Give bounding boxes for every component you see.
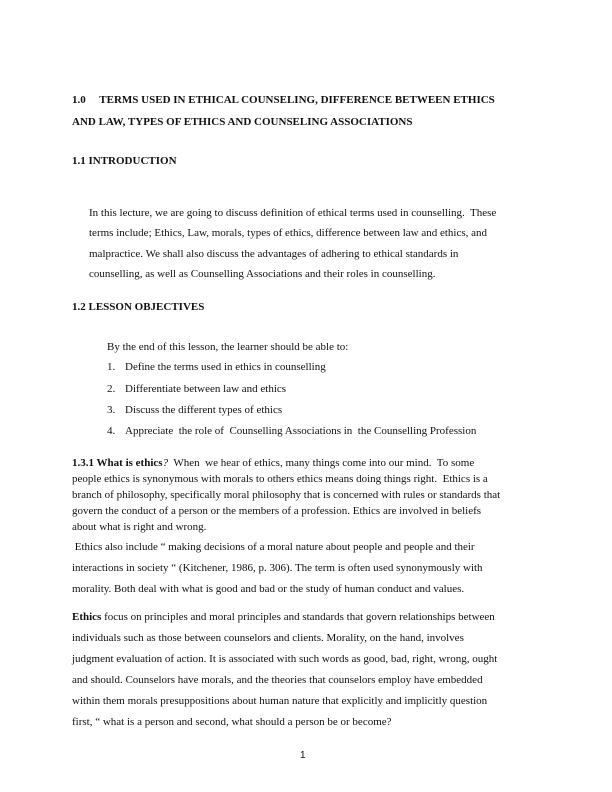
intro-line: terms include; Ethics, Law, morals, types of ethics, difference between law and ethics, and <box>89 227 488 239</box>
list-number: 1. <box>107 361 116 373</box>
ethics-question-mark: ? <box>162 457 169 469</box>
intro-line: counselling, as well as Counselling Associations and their roles in counselling. <box>89 268 436 280</box>
intro-line: malpractice. We shall also discuss the advantages of adhering to ethical standards in <box>89 248 459 260</box>
ethics-heading: 1.3.1 What is ethics <box>72 457 163 469</box>
list-number: 3. <box>107 404 116 416</box>
intro-line: In this lecture, we are going to discuss definition of ethical terms used in counselling. These <box>89 207 497 219</box>
para2-line: Ethics also include “ making decisions of a moral nature about people and people and their <box>72 541 475 553</box>
list-item: Differentiate between law and ethics <box>125 383 287 395</box>
ethics-line: branch of philosophy, specifically moral philosophy that is concerned with rules or standards that <box>72 489 501 501</box>
ethics-first-line-text: When we hear of ethics, many things come into our mind. To some <box>168 457 475 469</box>
ethics-line: govern the conduct of a person or the members of a profession. Ethics are involved in beliefs <box>72 505 482 517</box>
para3-line: first, “ what is a person and second, what should a person be or become? <box>72 716 392 728</box>
list-item: Appreciate the role of Counselling Associations in the Counselling Profession <box>125 425 477 437</box>
para3-line: and should. Counselors have morals, and the theories that counselors employ have embedded <box>72 674 483 686</box>
para3-first-text: focus on principles and moral principles and standards that govern relationships between <box>101 611 495 623</box>
list-item: Define the terms used in ethics in counselling <box>125 361 326 373</box>
objectives-heading: 1.2 LESSON OBJECTIVES <box>72 301 205 313</box>
para3-line: within them morals presuppositions about human nature that explicitly and implicitly question <box>72 695 488 707</box>
ethics-first-line <box>72 457 474 470</box>
list-number: 2. <box>107 383 116 395</box>
ethics-line: about what is right and wrong. <box>72 521 207 533</box>
ethics-line: people ethics is synonymous with morals to others ethics means doing things right. Ethics is a <box>72 473 488 485</box>
para3-line: judgment evaluation of action. It is associated with such words as good, bad, right, wrong, ought <box>72 653 498 665</box>
list-number: 4. <box>107 425 116 437</box>
page-number: 1 <box>300 750 306 761</box>
para3-bold-term: Ethics <box>72 611 102 623</box>
para2-line: morality. Both deal with what is good and bad or the study of human conduct and values. <box>72 583 465 595</box>
title-line-2: AND LAW, TYPES OF ETHICS AND COUNSELING ASSOCIATIONS <box>72 116 413 128</box>
objectives-lead: By the end of this lesson, the learner should be able to: <box>107 341 349 353</box>
para3-first-line <box>72 611 495 624</box>
para2-line: interactions in society “ (Kitchener, 1986, p. 306). The term is often used synonymously with <box>72 562 483 574</box>
intro-heading: 1.1 INTRODUCTION <box>72 155 177 167</box>
list-item: Discuss the different types of ethics <box>125 404 283 416</box>
para3-line: individuals such as those between counselors and clients. Morality, on the hand, involves <box>72 632 464 644</box>
title-line-1: 1.0 TERMS USED IN ETHICAL COUNSELING, DIFFERENCE BETWEEN ETHICS <box>72 94 495 106</box>
